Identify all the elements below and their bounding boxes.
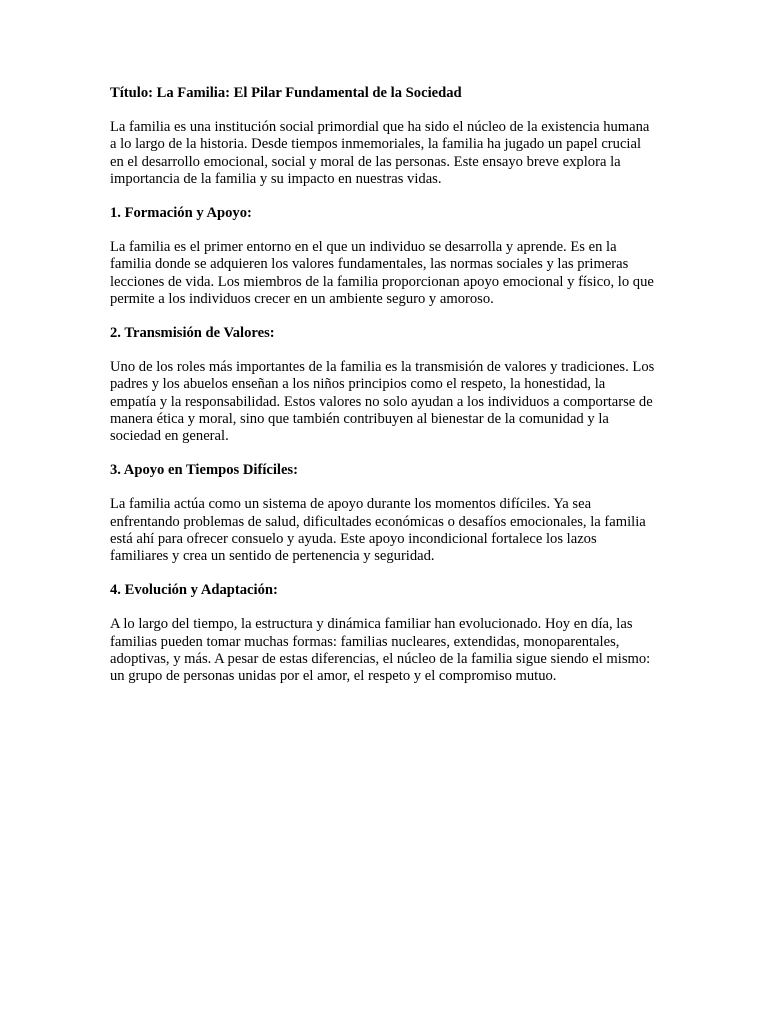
- document-title: Título: La Familia: El Pilar Fundamental de la Sociedad: [110, 85, 462, 101]
- section-body-apoyo: La familia actúa como un sistema de apoyo durante los momentos difíciles. Ya sea enfrentando problemas de salud, dificultades económicas o desafíos emocionales, la familia está ahí para ofrecer consuelo y ayuda. Este apoyo incondicional fortalece los lazos familiares y crea un sentido de pertenencia y seguridad.: [110, 496, 646, 565]
- section-heading-transmision: 2. Transmisión de Valores:: [110, 325, 275, 342]
- section-heading-apoyo: 3. Apoyo en Tiempos Difíciles:: [110, 462, 298, 479]
- intro-paragraph: La familia es una institución social primordial que ha sido el núcleo de la existencia humana a lo largo de la historia. Desde tiempos inmemoriales, la familia ha jugado un papel crucial en el desarrollo emocional, social y moral de las personas. Este ensayo breve explora la importancia de la familia y su impacto en nuestras vidas.: [110, 119, 650, 187]
- section-heading-evolucion: 4. Evolución y Adaptación:: [110, 582, 278, 599]
- section-heading-formacion: 1. Formación y Apoyo:: [110, 205, 252, 222]
- section-body-formacion: La familia es el primer entorno en el que un individuo se desarrolla y aprende. Es en la familia donde se adquieren los valores fundamentales, las normas sociales y las primeras lecciones de vida. Los miembros de la familia proporcionan apoyo emocional y físico, lo que permite a los individuos crecer en un ambiente seguro y amoroso.: [110, 239, 654, 307]
- document-body: [110, 85, 655, 702]
- section-body-evolucion: A lo largo del tiempo, la estructura y dinámica familiar han evolucionado. Hoy en día, las familias pueden tomar muchas formas: familias nucleares, extendidas, monoparentales, adoptivas, y más. A pesar de estas diferencias, el núcleo de la familia sigue siendo el mismo: un grupo de personas unidas por el amor, el respeto y el compromiso mutuo.: [110, 616, 651, 685]
- section-body-transmision: Uno de los roles más importantes de la familia es la transmisión de valores y tradiciones. Los padres y los abuelos enseñan a los niños principios como el respeto, la honestidad, la empatía y la responsabilidad. Estos valores no solo ayudan a los individuos a comportarse de manera ética y moral, sino que también contribuyen al bienestar de la comunidad y la sociedad en general.: [110, 359, 655, 445]
